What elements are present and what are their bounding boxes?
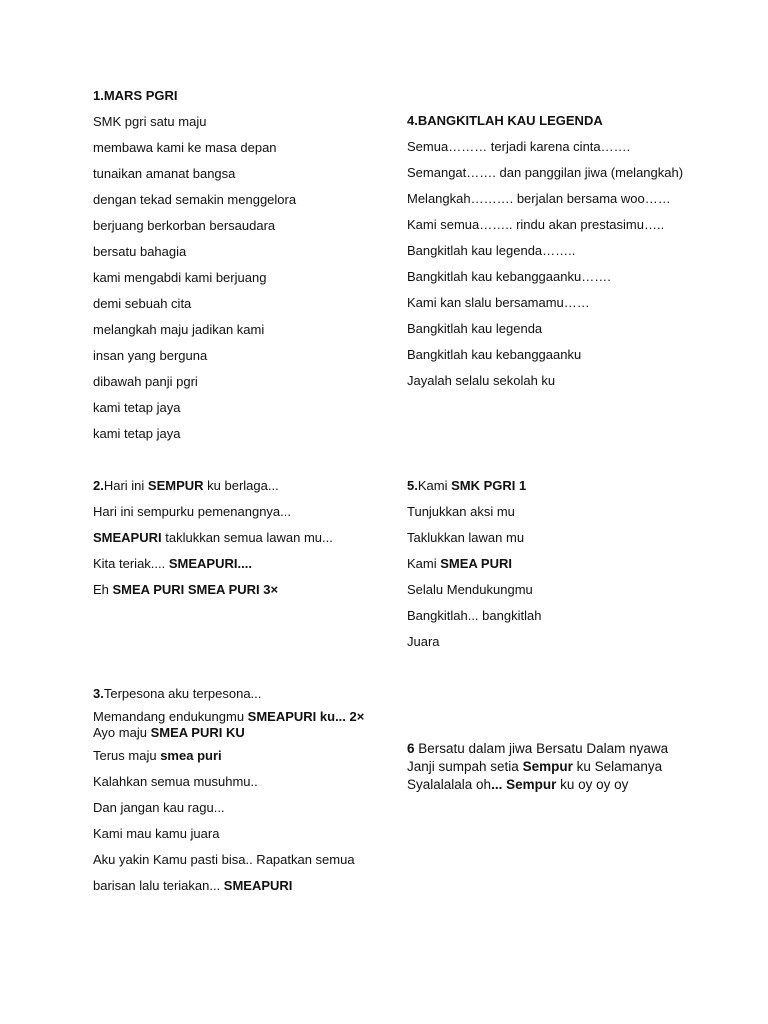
song-2-line-3: SMEAPURI taklukkan semua lawan mu... <box>93 530 333 545</box>
song-4-line: Semua……… terjadi karena cinta……. <box>407 139 631 154</box>
song-3-line-4: Kalahkan semua musuhmu.. <box>93 774 258 789</box>
song-6: 6 Bersatu dalam jiwa Bersatu Dalam nyawa Janji sumpah setia Sempur ku Selamanya Syalalalala oh... Sempur ku oy oy oy <box>407 741 669 792</box>
song-1 <box>93 83 393 447</box>
song-3-line-5: Dan jangan kau ragu... <box>93 800 225 815</box>
song-1-line: tunaikan amanat bangsa <box>93 166 236 181</box>
song-3-line-6: Kami mau kamu juara <box>93 826 220 841</box>
song-3 <box>93 681 393 899</box>
song-2-line-4: Kita teriak.... SMEAPURI.... <box>93 556 252 571</box>
song-4-line: Kami semua…….. rindu akan prestasimu….. <box>407 217 665 232</box>
song-3-line-1: 3.Terpesona aku terpesona... <box>93 686 262 701</box>
song-1-line: SMK pgri satu maju <box>93 114 207 129</box>
song-4-line: Semangat……. dan panggilan jiwa (melangkah) <box>407 165 684 180</box>
song-1-line: kami mengabdi kami berjuang <box>93 270 267 285</box>
song-1-line: insan yang berguna <box>93 348 208 363</box>
song-1-line: kami tetap jaya <box>93 426 181 441</box>
song-4-title: 4.BANGKITLAH KAU LEGENDA <box>407 113 603 128</box>
song-1-line: dengan tekad semakin menggelora <box>93 192 297 207</box>
song-5-line-3: Taklukkan lawan mu <box>407 530 525 545</box>
song-5-line-5: Selalu Mendukungmu <box>407 582 533 597</box>
song-3-line-8: barisan lalu teriakan... SMEAPURI <box>93 878 293 893</box>
song-4-line: Jayalah selalu sekolah ku <box>407 373 556 388</box>
song-1-line: membawa kami ke masa depan <box>93 140 277 155</box>
song-5-line-4: Kami SMEA PURI <box>407 556 512 571</box>
song-3-line-2 <box>93 707 393 743</box>
song-4-line: Kami kan slalu bersamamu…… <box>407 295 590 310</box>
song-3-line-2a: Memandang endukungmu SMEAPURI ku... 2× <box>93 709 365 724</box>
song-4-line: Bangkitlah kau legenda <box>407 321 543 336</box>
song-4-line: Bangkitlah kau kebanggaanku <box>407 347 582 362</box>
song-5-line-7: Juara <box>407 634 440 649</box>
song-3-line-7: Aku yakin Kamu pasti bisa.. Rapatkan semua <box>93 852 355 867</box>
song-1-line: demi sebuah cita <box>93 296 192 311</box>
song-1-line: kami tetap jaya <box>93 400 181 415</box>
song-1-title: 1.MARS PGRI <box>93 88 178 103</box>
song-2 <box>93 473 393 603</box>
song-4-line: Melangkah………. berjalan bersama woo…… <box>407 191 671 206</box>
song-5-line-6: Bangkitlah... bangkitlah <box>407 608 542 623</box>
song-2-line-1: 2.Hari ini SEMPUR ku berlaga... <box>93 478 279 493</box>
song-2-line-5: Eh SMEA PURI SMEA PURI 3× <box>93 582 279 597</box>
song-3-line-3: Terus maju smea puri <box>93 748 222 763</box>
song-1-line: berjuang berkorban bersaudara <box>93 218 276 233</box>
song-4-line: Bangkitlah kau legenda…….. <box>407 243 576 258</box>
song-5 <box>407 473 707 655</box>
song-1-line: melangkah maju jadikan kami <box>93 322 265 337</box>
song-4 <box>407 108 707 394</box>
song-1-line: bersatu bahagia <box>93 244 187 259</box>
song-5-line-2: Tunjukkan aksi mu <box>407 504 515 519</box>
song-5-line-1: 5.Kami SMK PGRI 1 <box>407 478 527 493</box>
song-3-line-2b: Ayo maju SMEA PURI KU <box>93 725 245 740</box>
song-2-line-2: Hari ini sempurku pemenangnya... <box>93 504 291 519</box>
song-4-line: Bangkitlah kau kebanggaanku……. <box>407 269 611 284</box>
song-1-line: dibawah panji pgri <box>93 374 198 389</box>
